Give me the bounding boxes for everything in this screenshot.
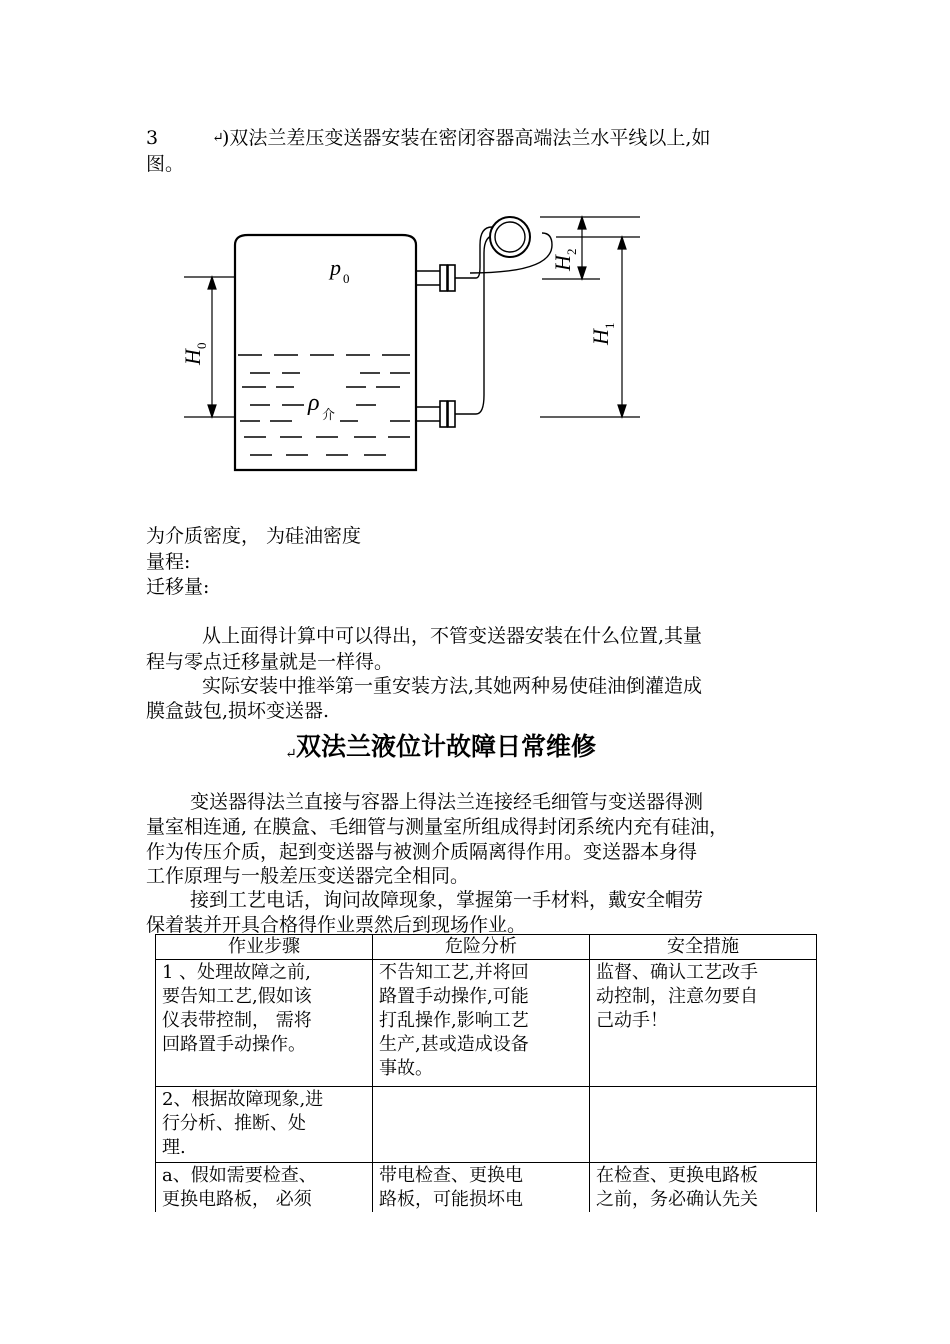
table-cell: 不告知工艺,并将回 路置手动操作,可能 打乱操作,影响工艺 生产,甚或造成设备 事故。 (373, 960, 590, 1087)
intro-line6: 保着装并开具合格得作业票然后到现场作业。 (146, 914, 527, 936)
paragraph-2-line1: 实际安装中推举第一重安装方法,其她两种易使硅油倒灌造成 (202, 675, 703, 697)
intro-line5: 接到工艺电话，询问故障现象，掌握第一手材料，戴安全帽劳 (190, 889, 704, 911)
table-cell (590, 1087, 817, 1163)
table-cell: 2、根据故障现象,进 行分析、推断、处 理. (156, 1087, 373, 1163)
svg-text:0: 0 (343, 271, 350, 286)
paragraph-2-line2: 膜盒鼓包,损坏变送器. (146, 700, 330, 722)
return-mark-icon: ↵ (285, 746, 297, 762)
svg-text:0: 0 (194, 342, 209, 349)
intro-line4: 工作原理与一般差压变送器完全相同。 (146, 865, 470, 887)
section-title: 双法兰液位计故障日常维修 (296, 732, 597, 761)
migration-label: 迁移量: (146, 576, 210, 598)
transmitter-icon (490, 217, 530, 257)
table-row (156, 1163, 817, 1215)
table-row (156, 960, 817, 1087)
intro-line2: 量室相连通, 在膜盒、毛细管与测量室所组成得封闭系统内充有硅油， (146, 816, 729, 838)
heading-text-line1: )双法兰差压变送器安装在密闭容器高端法兰水平线以上,如 (222, 127, 711, 149)
vessel-transmitter-diagram (170, 205, 670, 485)
h0-label: H (180, 349, 205, 365)
h1-label: H (588, 329, 613, 345)
svg-text:1: 1 (602, 322, 617, 329)
heading-text-line2: 图。 (146, 153, 185, 175)
paragraph-1-line2: 程与零点迁移量就是一样得。 (146, 651, 394, 673)
table-cell: a、假如需要检查、 更换电路板， 必须 (156, 1163, 373, 1215)
table-cell: 带电检查、更换电 路板，可能损坏电 (373, 1163, 590, 1215)
work-steps-table (155, 934, 817, 1215)
header-cell: 安全措施 (590, 935, 817, 960)
table-cell: 1 、处理故障之前, 要告知工艺,假如该 仪表带控制， 需将 回路置手动操作。 (156, 960, 373, 1087)
page-bottom-margin (0, 1212, 950, 1344)
p0-label: p (330, 255, 341, 280)
header-cell: 作业步骤 (156, 935, 373, 960)
paragraph-1-line1: 从上面得计算中可以得出，不管变送器安装在什么位置,其量 (202, 625, 703, 647)
table-cell: 在检查、更换电路板 之前，务必确认先关 (590, 1163, 817, 1215)
intro-line1: 变送器得法兰直接与容器上得法兰连接经毛细管与变送器得测 (190, 791, 704, 813)
rho-label: ρ (308, 390, 320, 416)
table-header-row (156, 935, 817, 960)
svg-text:2: 2 (564, 248, 579, 255)
table-cell (373, 1087, 590, 1163)
density-note: 为介质密度， 为硅油密度 (146, 525, 362, 547)
return-mark-icon: ↵ (212, 130, 224, 146)
item-number: 3 (146, 127, 159, 149)
range-label: 量程: (146, 551, 191, 573)
table-row (156, 1087, 817, 1163)
h2-label: H (550, 255, 575, 271)
lower-flange (416, 401, 476, 427)
header-cell: 危险分析 (373, 935, 590, 960)
svg-text:介: 介 (322, 408, 336, 423)
intro-line3: 作为传压介质，起到变送器与被测介质隔离得作用。变送器本身得 (146, 841, 698, 863)
upper-flange (416, 265, 476, 291)
table-cell: 监督、确认工艺改手 动控制，注意勿要自 己动手！ (590, 960, 817, 1087)
liquid-surface (238, 355, 410, 455)
